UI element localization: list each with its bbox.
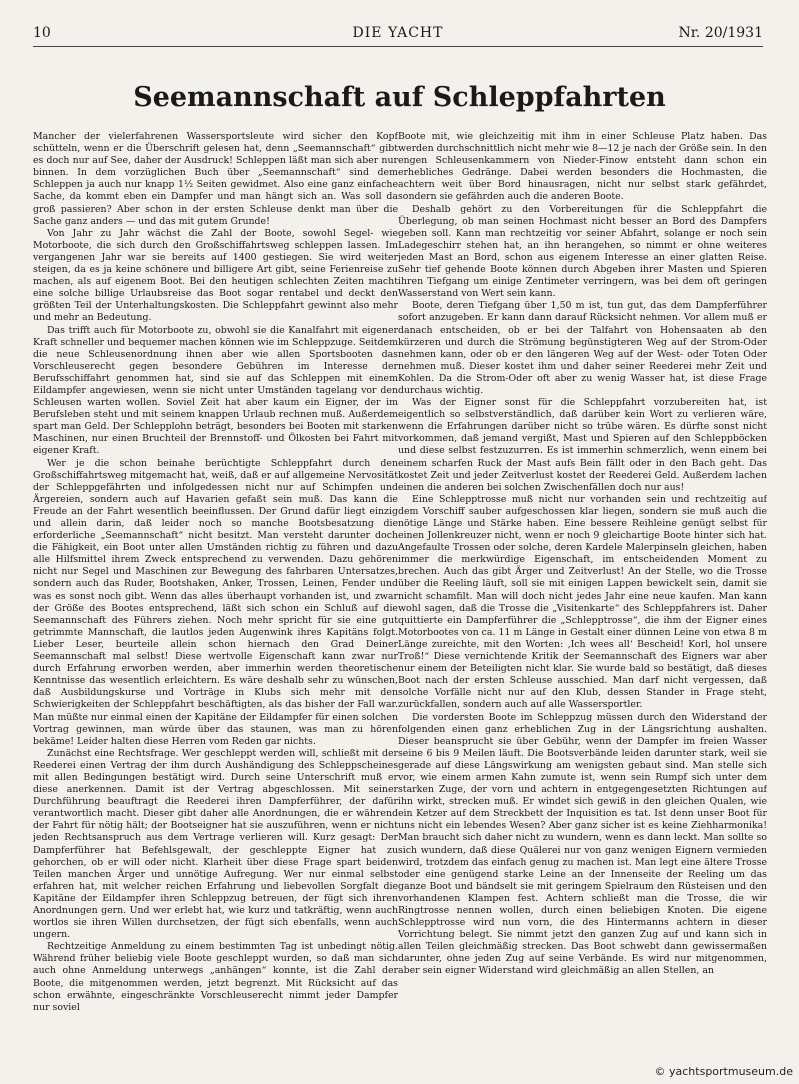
paragraph: Zunächst eine Rechtsfrage. Wer geschleppt werden will, schließt mit der Reederei einen Vertrag der ihm durch Aushändigung des Schleppscheines mit allen Bedingungen bestätigt wird. Durch seine Unterschrift muß er diese anerkennen. Damit ist der Vertrag abgeschlossen. Mit seiner Durchführung beauftragt die Reederei ihren Dampferführer, der dafür verantwortlich macht. Dieser gibt daher alle Anordnungen, die er während der Fahrt für nötig hält; der Bootseigner hat sie auszuführen, wenn er nicht jeden Rechtsanspruch aus dem Vertrage verlieren will. Kurz gesagt: Der Dampferführer hat Befehlsgewalt, der geschleppte Eigner hat zu gehorchen, ob er will oder nicht. Klarheit über diese Frage spart beiden Teilen manchen Ärger und unnötige Aufregung. Wer nur einmal selbst erfahren hat, mit welcher reichen Erfahrung und liebevollen Sorgfalt die Kapitäne der Eildampfer ihren Schleppzug betreuen, der fügt sich ihren Anordnungen gern. Und wer erlebt hat, wie kurz und tatkräftig, wenn auch wortlos sie ihren Willen durchsetzen, der fügt sich ebenfalls, wenn auch ungern.	[33, 747, 398, 941]
issue-number: Nr. 20/1931	[678, 25, 763, 41]
paragraph: Das trifft auch für Motorboote zu, obwohl sie die Kanalfahrt mit eigener Kraft schneller und bequemer machen können wie im Schleppzuge. Seitdem die neue Schleusenordnung ihnen aber wie allen Sportsbooten das Vorschleuserecht gegen besondere Gebühren im Interesse der Berufsschiffahrt genommen hat, sind sie auf das Schleppen mit einem Eildampfer angewiesen, wenn sie nicht unter Umständen tagelang vor den Schleusen warten wollen. Soviel Zeit hat aber kaum ein Eigner, der im Berufsleben steht und mit seinem knappen Urlaub rechnen muß. Außerdem spart man Geld. Der Schlepplohn beträgt, besonders bei Booten mit starken Maschinen, nur einen Bruchteil der Brennstoff- und Ölkosten bei Fahrt mit eigener Kraft.	[33, 324, 398, 457]
paragraph: Mancher der vielerfahrenen Wassersportsleute wird sicher den Kopf schütteln, wenn er die Überschrift gelesen hat, denn „Seemannschaft“ gibt es doch nur auf See, daher der Ausdruck! Schleppen läßt man sich aber nur binnen. In dem vorzüglichen Buch über „Seemannschaft“ sind dem Schleppen ja auch nur knapp 1½ Seiten gewidmet. Also eine ganz einfache Sache, da kommt eben ein Dampfer und man hängt sich an. Was soll da groß passieren? Aber schon in der ersten Schleuse denkt man über die Sache ganz anders — und das mit gutem Grunde!	[33, 131, 398, 227]
page-number: 10	[33, 25, 51, 41]
paragraph: Was der Eigner sonst für die Schleppfahrt vorzubereiten hat, ist eigentlich so selbstverständlich, daß darüber kein Wort zu verlieren wäre, wenn die Erfahrungen darüber nicht so trübe wären. Es dürfte sonst nicht vorkommen, daß jemand vergißt, Mast und Spieren auf den Schleppböcken und diese selbst festzuzurren. Es ist immerhin schmerzlich, wenn einem bei einem scharfen Ruck der Mast aufs Bein fällt oder in den Bach geht. Das kostet Zeit und jeder Zeitverlust kostet der Reederei Geld. Außerdem lachen einen die anderen bei solchen Zwischenfällen doch nur aus!	[398, 397, 767, 493]
article-column-left	[33, 131, 398, 1036]
paragraph: Rechtzeitige Anmeldung zu einem bestimmten Tag ist unbedingt nötig. Während früher beliebig viele Boote geschleppt wurden, so daß man sich auch ohne Anmeldung unterwegs „anhängen“ konnte, ist die Zahl der Boote, die mitgenommen werden, jetzt begrenzt. Mit Rücksicht auf das schon erwähnte, eingeschränkte Vorschleuserecht nimmt jeder Dampfer nur soviel	[33, 941, 398, 1013]
magazine-title: DIE YACHT	[352, 25, 444, 41]
paragraph: Von Jahr zu Jahr wächst die Zahl der Boote, sowohl Segel- wie Motorboote, die sich durch den Großschiffahrtsweg schleppen lassen. Im vergangenen Jahr war sie bereits auf 1400 gestiegen. Sie wird weiter steigen, da es ja keine schönere und billigere Art gibt, seine Ferienreise zu machen, als auf eigenem Boot. Bei den heutigen schlechten Zeiten macht eine solche billige Urlaubsreise das Boot sogar rentabel und deckt den größten Teil der Unterhaltungskosten. Die Schleppfahrt gewinnt also mehr und mehr an Bedeutung.	[33, 227, 398, 324]
header-rule	[33, 46, 763, 47]
paragraph: Die vordersten Boote im Schleppzug müssen durch den Widerstand der folgenden einen ganz erheblichen Zug in der Längsrichtung aushalten. Dieser beansprucht sie über Gebühr, wenn der Dampfer im freien Wasser seine 6 bis 9 Meilen läuft. Die Bootsverbände leiden darunter stark, weil sie gerade auf diese Längswirkung am wenigsten gebaut sind. Man stelle sich vor, wie einem armen Kahn zumute ist, wenn sein Rumpf sich unter dem starken Zuge, der vorn und achtern in entgegengesetzten Richtungen auf ihn wirkt, strecken muß. Er windet sich gewiß in den gleichen Qualen, wie ein Ketzer auf dem Streckbett der Inquisition es tat. Ist denn unser Boot für uns nicht ein lebendes Wesen? Aber ganz sicher ist es keine Ziehharmonika! Man braucht sich daher nicht zu wundern, wenn es dann leckt. Man sollte so sich wundern, daß diese Quälerei nur von ganz wenigen Eignern vermieden wird, trotzdem das einfach genug zu machen ist. Man legt eine ältere Trosse oder eine genügend starke Leine an der Innenseite der Reeling um das ganze Boot und bändselt sie mit geringem Spielraum den Rüsteisen und den vorhandenen Klampen fest. Achtern schließt man die Trosse, die wir Ringtrosse nennen wollen, durch einen beliebigen Knoten. Die eigene Schlepptrosse wird nun vorn, die des Hintermanns achtern in dieser Vorrichtung belegt. Sie nimmt jetzt den ganzen Zug auf und kann sich in allen Teilen gleichmäßig strecken. Das Boot schwebt dann gewissermaßen darunter, ohne jeden Zug auf seine Verbände. Es wird nur mitgenommen, aber sein eigner Widerstand wird gleichmäßig an allen Stellen, an	[398, 711, 767, 977]
article-title: Seemannschaft auf Schleppfahrten	[133, 82, 666, 113]
page-header	[33, 25, 763, 45]
paragraph: Eine Schlepptrosse muß nicht nur vorhanden sein und rechtzeitig auf dem Vorschiff sauber aufgeschossen klar liegen, sondern sie muß auch die nötige Länge und Stärke haben. Eine bessere Reihleine genügt selbst für einen Jollenkreuzer nicht, wenn er noch 9 gleichartige Boote hinter sich hat. Angefaulte Trossen oder solche, deren Kardele Malerpinseln gleichen, haben immer die merkwürdige Eigenschaft, im entscheidenden Moment zu brechen. Auch das gibt Ärger und Zeitverlust! An der Stelle, wo die Trosse über die Reeling läuft, soll sie mit einigen Lappen bewickelt sein, damit sie nicht schamfilt. Man will doch nicht jedes Jahr eine neue kaufen. Man kann wohl sagen, daß die Trosse die „Visitenkarte“ des Schleppfahrers ist. Daher quittierte ein Dampferführer die „Schlepptrosse“, die ihm der Eigner eines Motorbootes von ca. 11 m Länge in Gestalt einer dünnen Leine von etwa 8 m Länge zureichte, mit den Worten: ‚Ich wees all‘ Bescheid! Korl, hol unsere Troß!“ Diese vernichtende Kritik der Seemannschaft des Eigners war aber nur einem der Beteiligten nicht klar. Sie wurde bald so bestätigt, daß dieses Boot nach der ersten Schleuse ausschied. Man darf nicht vergessen, daß solche Vorfälle nicht nur auf den Klub, dessen Stander in Frage steht, zurückfallen, sondern auch auf alle Wassersportler.	[398, 493, 767, 711]
paragraph: Boote mit, wie gleichzeitig mit ihm in einer Schleuse Platz haben. Das werden durchschnittlich nicht mehr wie 8—12 je nach der Größe sein. In den engen Schleusenkammern von Nieder-Finow entsteht dann schon ein erhebliches Gedränge. Dabei werden besonders die Hochmasten, die achtern weit über Bord hinausragen, nicht nur selbst stark gefährdet, sondern sie gefährden auch die anderen Boote.	[398, 131, 767, 203]
paragraph: Wer je die schon beinahe berüchtigte Schleppfahrt durch den Großschiffahrtsweg mitgemacht hat, weiß, daß er auf allgemeine Nervosität der Schleppgefährten und infolgedessen nicht nur auf Schimpfen und Ärgereien, sondern auch auf Havarien gefaßt sein muß. Das kann die Freude an der Fahrt wesentlich beeinflussen. Der Grund dafür liegt einzig und allein darin, daß leider noch so manche Bootsbesatzung die erforderliche „Seemannschaft“ nicht besitzt. Man versteht darunter doch die Fähigkeit, ein Boot unter allen Umständen richtig zu führen und dazu alle Hilfsmittel ihrem Zweck entsprechend zu verwenden. Dazu gehören nicht nur Segel und Maschinen zur Bewegung des fahrbaren Untersatzes, sondern auch das Ruder, Bootshaken, Anker, Trossen, Leinen, Fender und was es sonst noch gibt. Wenn das alles überhaupt vorhanden ist, und zwar der Größe des Bootes entsprechend, läßt sich schon ein Schluß auf die Seemannschaft des Führers ziehen. Noch mehr spricht für sie eine gut getrimmte Mannschaft, die lautlos jeden Augenwink ihres Kapitäns folgt. Lieber Leser, beurteile allein schon hiernach den Grad Deiner Seemannschaft mal selbst! Diese wertvolle Eigenschaft kann zwar nur durch Erfahrung erworben werden, aber immerhin werden theoretische Kenntnisse das wesentlich erleichtern. Es wäre deshalb sehr zu wünschen, daß Ausbildungskurse und Vorträge in Klubs sich mehr mit den Schwierigkeiten der Schleppfahrt beschäftigten, als das bisher der Fall war. Man müßte nur einmal einen der Kapitäne der Eildampfer für einen solchen Vortrag gewinnen, man würde über das staunen, was man zu hören bekäme! Leider halten diese Herren vom Reden gar nichts.	[33, 457, 398, 747]
paragraph: Boote, deren Tiefgang über 1,50 m ist, tun gut, das dem Dampferführer sofort anzugeben. Er kann dann darauf Rücksicht nehmen. Vor allem muß er danach entscheiden, ob er bei der Talfahrt von Hohensaaten ab den kürzeren und durch die Strömung begünstigteren Weg auf der Strom-Oder nehmen kann, oder ob er den längeren Weg auf der West- oder Toten Oder nehmen muß. Dieser kostet ihm und daher seiner Reederei mehr Zeit und Kohlen. Da die Strom-Oder oft aber zu wenig Wasser hat, ist diese Frage durchaus wichtig.	[398, 300, 767, 396]
watermark: © yachtsportmuseum.de	[654, 1065, 793, 1078]
article-column-right	[398, 131, 767, 1036]
paragraph: Deshalb gehört zu den Vorbereitungen für die Schleppfahrt die Überlegung, ob man seinen Hochmast nicht besser an Bord des Dampfers geben soll. Kann man rechtzeitig vor seiner Abfahrt, solange er noch sein Ladegeschirr stehen hat, an ihn herangehen, so nimmt er ohne weiteres jeden Mast an Bord, schon aus eigenem Interesse an einer glatten Reise. Sehr tief gehende Boote können durch Abgeben ihrer Masten und Spieren ihren Tiefgang um einige Zentimeter verringern, was bei dem oft geringen Wasserstand von Wert sein kann.	[398, 203, 767, 300]
